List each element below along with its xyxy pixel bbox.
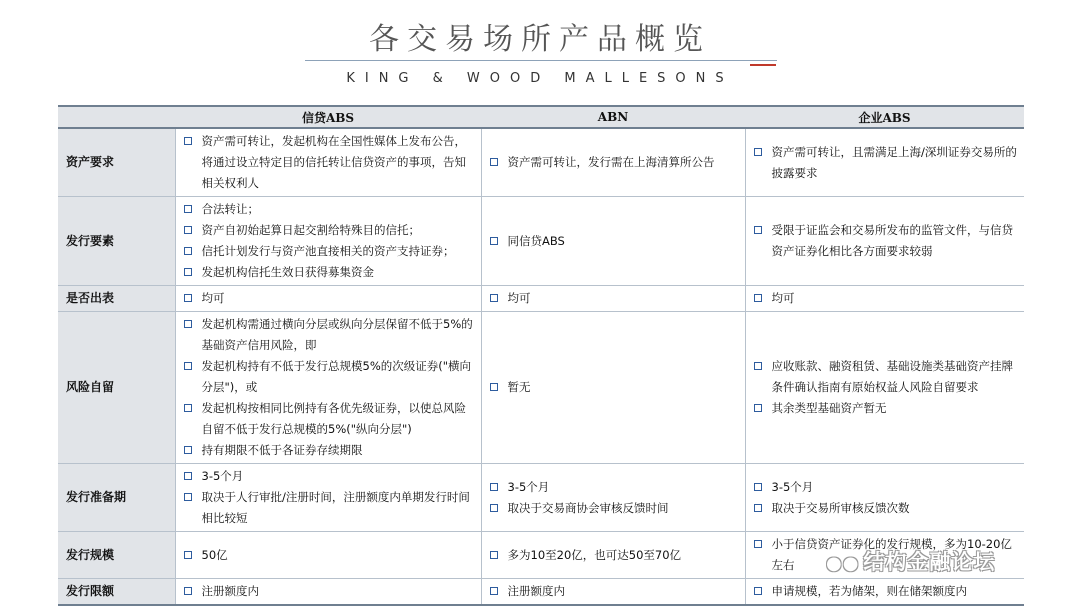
table-row bbox=[58, 312, 1024, 464]
row-label: 发行限额 bbox=[58, 579, 175, 606]
table-cell bbox=[481, 128, 745, 197]
list-item: 发起机构需通过横向分层或纵向分层保留不低于5%的基础资产信用风险，即 bbox=[182, 314, 475, 356]
table-cell bbox=[481, 464, 745, 532]
column-header-abn: ABN bbox=[481, 106, 745, 128]
table-body bbox=[58, 128, 1024, 605]
list-item: 暂无 bbox=[488, 377, 739, 398]
bullet-list bbox=[488, 581, 739, 602]
table-cell bbox=[175, 197, 481, 286]
table-cell bbox=[175, 532, 481, 579]
list-item: 注册额度内 bbox=[182, 581, 475, 602]
bullet-list bbox=[182, 314, 475, 461]
table-cell bbox=[481, 579, 745, 606]
bullet-list bbox=[182, 288, 475, 309]
list-item: 均可 bbox=[182, 288, 475, 309]
row-label: 发行准备期 bbox=[58, 464, 175, 532]
table-row bbox=[58, 128, 1024, 197]
list-item: 均可 bbox=[488, 288, 739, 309]
list-item: 应收账款、融资租赁、基础设施类基础资产挂牌条件确认指南有原始权益人风险自留要求 bbox=[752, 356, 1019, 398]
list-item: 资产需可转让，且需满足上海/深圳证券交易所的披露要求 bbox=[752, 142, 1019, 184]
table-cell bbox=[481, 286, 745, 312]
column-header-credit-abs: 信贷ABS bbox=[175, 106, 481, 128]
table-cell bbox=[745, 286, 1024, 312]
table-cell bbox=[745, 579, 1024, 606]
table-cell bbox=[481, 532, 745, 579]
list-item: 取决于交易商协会审核反馈时间 bbox=[488, 498, 739, 519]
bullet-list bbox=[182, 466, 475, 529]
list-item: 申请规模，若为储架，则在储架额度内 bbox=[752, 581, 1019, 602]
table-cell bbox=[175, 286, 481, 312]
row-label: 是否出表 bbox=[58, 286, 175, 312]
list-item: 信托计划发行与资产池直接相关的资产支持证券； bbox=[182, 241, 475, 262]
watermark-text: 结构金融论坛 bbox=[863, 550, 996, 574]
firm-name: KING & WOOD MALLESONS bbox=[346, 71, 734, 86]
bullet-list bbox=[182, 545, 475, 566]
wechat-icon: ●● bbox=[826, 553, 860, 574]
list-item: 取决于人行审批/注册时间，注册额度内单期发行时间相比较短 bbox=[182, 487, 475, 529]
row-label: 发行要素 bbox=[58, 197, 175, 286]
list-item: 资产需可转让，发行需在上海清算所公告 bbox=[488, 152, 739, 173]
list-item: 50亿 bbox=[182, 545, 475, 566]
bullet-list bbox=[488, 231, 739, 252]
table-row bbox=[58, 579, 1024, 606]
title-divider bbox=[305, 60, 777, 61]
title-accent-mark bbox=[750, 64, 776, 66]
list-item: 多为10至20亿，也可达50至70亿 bbox=[488, 545, 739, 566]
bullet-list bbox=[752, 288, 1019, 309]
list-item: 资产自初始起算日起交割给特殊目的信托； bbox=[182, 220, 475, 241]
list-item: 发起机构按相同比例持有各优先级证券，以使总风险自留不低于发行总规模的5%("纵向分层") bbox=[182, 398, 475, 440]
bullet-list bbox=[488, 545, 739, 566]
list-item: 发起机构持有不低于发行总规模5%的次级证券("横向分层")，或 bbox=[182, 356, 475, 398]
table-cell bbox=[175, 579, 481, 606]
bullet-list bbox=[752, 477, 1019, 519]
table-cell bbox=[745, 312, 1024, 464]
row-label: 风险自留 bbox=[58, 312, 175, 464]
product-overview-table bbox=[58, 105, 1024, 606]
list-item: 3-5个月 bbox=[752, 477, 1019, 498]
bullet-list bbox=[182, 131, 475, 194]
table-cell bbox=[745, 464, 1024, 532]
column-header-enterprise-abs: 企业ABS bbox=[745, 106, 1024, 128]
list-item: 注册额度内 bbox=[488, 581, 739, 602]
table-cell bbox=[745, 128, 1024, 197]
table-header-row bbox=[58, 106, 1024, 128]
list-item: 3-5个月 bbox=[488, 477, 739, 498]
row-label: 资产要求 bbox=[58, 128, 175, 197]
table-cell bbox=[175, 464, 481, 532]
list-item: 资产需可转让，发起机构在全国性媒体上发布公告，将通过设立特定目的信托转让信贷资产的事项，告知相关权利人 bbox=[182, 131, 475, 194]
list-item: 合法转让； bbox=[182, 199, 475, 220]
bullet-list bbox=[488, 377, 739, 398]
watermark bbox=[826, 546, 995, 576]
page-title: 各交易场所产品概览 bbox=[369, 22, 711, 57]
list-item: 发起机构信托生效日获得募集资金 bbox=[182, 262, 475, 283]
bullet-list bbox=[488, 152, 739, 173]
bullet-list bbox=[752, 581, 1019, 602]
bullet-list bbox=[752, 220, 1019, 262]
table-cell bbox=[481, 312, 745, 464]
bullet-list bbox=[182, 581, 475, 602]
list-item: 3-5个月 bbox=[182, 466, 475, 487]
list-item: 受限于证监会和交易所发布的监管文件，与信贷资产证券化相比各方面要求较弱 bbox=[752, 220, 1019, 262]
list-item: 取决于交易所审核反馈次数 bbox=[752, 498, 1019, 519]
list-item: 均可 bbox=[752, 288, 1019, 309]
column-header-blank bbox=[58, 106, 175, 128]
list-item: 其余类型基础资产暂无 bbox=[752, 398, 1019, 419]
table-cell bbox=[481, 197, 745, 286]
list-item: 同信贷ABS bbox=[488, 231, 739, 252]
list-item: 小于信贷资产证券化的发行规模，多为10-20亿左右 bbox=[752, 534, 1019, 576]
row-label: 发行规模 bbox=[58, 532, 175, 579]
bullet-list bbox=[752, 356, 1019, 419]
table-cell bbox=[175, 128, 481, 197]
table-row bbox=[58, 197, 1024, 286]
bullet-list bbox=[182, 199, 475, 283]
table-row bbox=[58, 286, 1024, 312]
table-cell bbox=[745, 197, 1024, 286]
table-row bbox=[58, 464, 1024, 532]
bullet-list bbox=[752, 142, 1019, 184]
list-item: 持有期限不低于各证券存续期限 bbox=[182, 440, 475, 461]
bullet-list bbox=[488, 477, 739, 519]
table-cell bbox=[175, 312, 481, 464]
bullet-list bbox=[488, 288, 739, 309]
